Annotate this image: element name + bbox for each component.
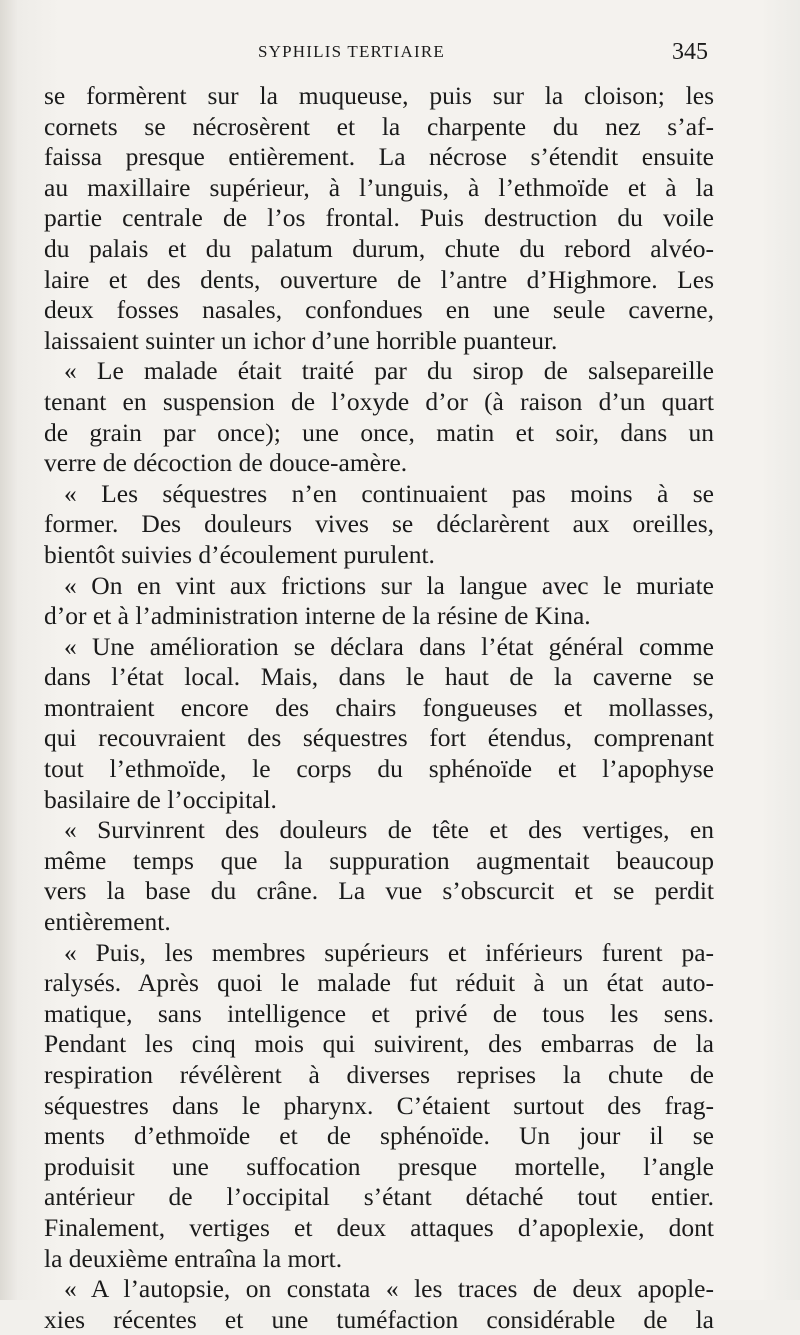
text-line: « On en vint aux frictions sur la langue avec le muriate — [64, 570, 714, 600]
text-line: produisit une suffocation presque mortelle, l’angle — [44, 1151, 714, 1181]
text-line: laire et des dents, ouverture de l’antre d’Highmore. Les — [44, 264, 714, 294]
page-number: 345 — [672, 39, 708, 65]
running-head — [0, 39, 800, 72]
text-line: basilaire de l’occipital. — [44, 784, 277, 814]
text-line: au maxillaire supérieur, à l’unguis, à l’ethmoïde et à la — [44, 172, 714, 202]
text-line: vers la base du crâne. La vue s’obscurcit et se perdit — [44, 876, 714, 906]
text-line: la deuxième entraîna la mort. — [44, 1243, 343, 1273]
text-line: de grain par once); une once, matin et soir, dans un — [44, 417, 714, 447]
text-line: montraient encore des chairs fongueuses et mollasses, — [44, 692, 714, 722]
text-line: ments d’ethmoïde et de sphénoïde. Un jour il se — [44, 1121, 714, 1151]
text-line: deux fosses nasales, confondues en une seule caverne, — [44, 295, 714, 325]
body-text — [44, 81, 714, 1335]
text-line: entièrement. — [44, 907, 171, 937]
text-line: respiration révélèrent à diverses reprises la chute de — [44, 1060, 714, 1089]
text-line: Finalement, vertiges et deux attaques d’apoplexie, dont — [44, 1212, 714, 1242]
text-line: « A l’autopsie, on constata « les traces de deux apople- — [64, 1274, 714, 1304]
text-line: « Une amélioration se déclara dans l’état général comme — [64, 631, 714, 661]
text-line: cornets se nécrosèrent et la charpente du nez s’af- — [44, 111, 714, 141]
text-line: « Le malade était traité par du sirop de salsepareille — [64, 356, 714, 386]
text-line: antérieur de l’occipital s’étant détaché tout entier. — [44, 1182, 714, 1212]
text-line: bientôt suivies d’écoulement purulent. — [44, 539, 435, 569]
text-line: matique, sans intelligence et privé de tous les sens. — [44, 998, 714, 1028]
text-line: « Survinrent des douleurs de tête et des vertiges, en — [64, 815, 714, 845]
text-line: Pendant les cinq mois qui suivirent, des embarras de la — [44, 1029, 714, 1059]
text-line: « Les séquestres n’en continuaient pas moins à se — [64, 478, 714, 508]
text-line: verre de décoction de douce-amère. — [44, 448, 408, 478]
text-line: former. Des douleurs vives se déclarèrent aux oreilles, — [44, 509, 714, 539]
text-line: même temps que la suppuration augmentait beaucoup — [44, 845, 714, 875]
running-title: SYPHILIS TERTIAIRE — [258, 42, 445, 61]
text-line: d’or et à l’administration interne de la résine de Kina. — [44, 601, 591, 631]
text-line: séquestres dans le pharynx. C’étaient surtout des frag- — [44, 1090, 714, 1120]
text-line: tout l’ethmoïde, le corps du sphénoïde et l’apophyse — [44, 754, 714, 784]
text-line: qui recouvraient des séquestres fort étendus, comprenant — [44, 723, 714, 753]
text-line: tenant en suspension de l’oxyde d’or (à raison d’un quart — [44, 386, 714, 416]
text-line: se formèrent sur la muqueuse, puis sur la cloison; les — [44, 81, 714, 110]
text-line: dans l’état local. Mais, dans le haut de la caverne se — [44, 662, 714, 692]
text-line: « Puis, les membres supérieurs et inférieurs furent pa- — [64, 937, 714, 967]
text-line: du palais et du palatum durum, chute du rebord alvéo- — [44, 233, 714, 263]
text-line: faissa presque entièrement. La nécrose s’étendit ensuite — [44, 142, 714, 172]
text-line: laissaient suinter un ichor d’une horrible puanteur. — [44, 325, 558, 355]
text-line: partie centrale de l’os frontal. Puis destruction du voile — [44, 203, 714, 233]
text-line: xies récentes et une tuméfaction considérable de la — [44, 1304, 714, 1334]
text-line: ralysés. Après quoi le malade fut réduit à un état auto- — [44, 968, 714, 998]
